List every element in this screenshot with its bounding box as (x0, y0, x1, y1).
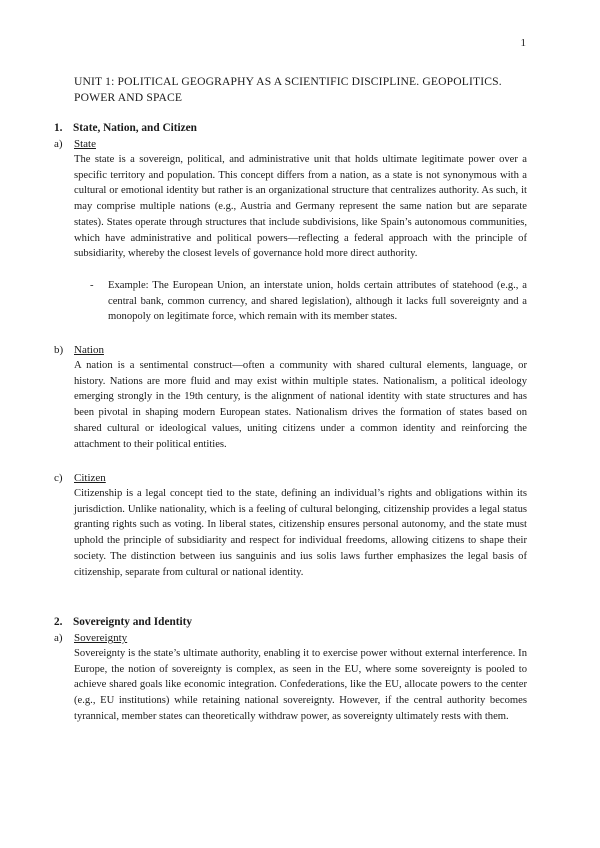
bullet-eu-example (90, 278, 527, 325)
bullet-dash: - (90, 280, 94, 291)
unit-title: UNIT 1: POLITICAL GEOGRAPHY AS A SCIENTIFIC DISCIPLINE. GEOPOLITICS. POWER AND SPACE (74, 75, 502, 104)
paragraph-state: The state is a sovereign, political, and administrative unit that holds ultimate legitimate power over a specific territory and population. This concept differs from a nation, as a state is not synonymous with a cultural or emotional identity but rather is an organizational structure that centralizes authority. As such, it may comprise multiple nations (e.g., Austria and Germany represent the same nation but are separate states). States operate through structures that include subdivisions, like Spain’s autonomous communities, which have administrative and political powers—reflecting a federal approach with the principle of subsidiarity, whereby the closest levels of governance hold more direct authority. (74, 154, 527, 260)
subsection-label-citizen (54, 472, 106, 484)
section-title: State, Nation, and Citizen (73, 122, 197, 134)
subsection-label-state (54, 138, 96, 150)
subsection-letter: a) (54, 632, 63, 644)
section-title: Sovereignty and Identity (73, 616, 193, 628)
subsection-letter: a) (54, 138, 63, 150)
bullet-text: Example: The European Union, an interstate union, holds certain attributes of statehood (e.g., a central bank, common currency, and shared legislation), although it lacks full sovereignty and a monopoly on legitimate force, which remain with its member states. (108, 280, 527, 323)
subsection-letter: b) (54, 344, 64, 356)
paragraph-sovereignty: Sovereignty is the state’s ultimate authority, enabling it to exercise power without external interference. In Europe, the notion of sovereignty is complex, as seen in the EU, where some sovereignty is pooled to achieve shared goals like economic integration. Confederations, like the EU, allocate powers to the center (e.g., EU institutions) while retaining national sovereignty. However, if the central authority becomes tyrannical, member states can theoretically withdraw power, as sovereignty ultimately rests with them. (74, 648, 527, 722)
subsection-term: Nation (74, 344, 104, 356)
section-number: 2. (54, 616, 63, 628)
page-number: 1 (520, 37, 526, 49)
subsection-letter: c) (54, 472, 63, 484)
subsection-term: Sovereignty (74, 632, 128, 644)
subsection-label-sovereignty (54, 632, 127, 644)
subsection-term: Citizen (74, 472, 106, 484)
paragraph-citizen: Citizenship is a legal concept tied to the state, defining an individual’s rights and obligations within its jurisdiction. Unlike nationality, which is a feeling of cultural belonging, citizenship provides a legal status granting rights such as voting. In liberal states, citizenship ensures personal autonomy, and the state must uphold the principle of subsidiarity and respect for individual freedoms, allowing citizens to shape their society. The distinction between ius sanguinis and ius solis laws further emphasizes the legal basis of citizenship, separate from cultural or national identity. (74, 488, 527, 578)
subsection-term: State (74, 138, 96, 150)
section-heading-sovereignty-identity (54, 616, 192, 628)
section-number: 1. (54, 122, 63, 134)
section-heading-state-nation-citizen (54, 122, 197, 134)
subsection-label-nation (54, 344, 104, 356)
paragraph-nation: A nation is a sentimental construct—often a community with shared cultural elements, language, or history. Nations are more fluid and may exist within multiple states. Nationalism, a political ideology emerging strongly in the 19th century, is the alignment of national identity with state structures and has been pivotal in shaping modern European states. Nationalism drives the formation of states based on shared cultural or ideological values, uniting citizens under a common identity and reinforcing the attachment to their political entities. (74, 360, 527, 450)
